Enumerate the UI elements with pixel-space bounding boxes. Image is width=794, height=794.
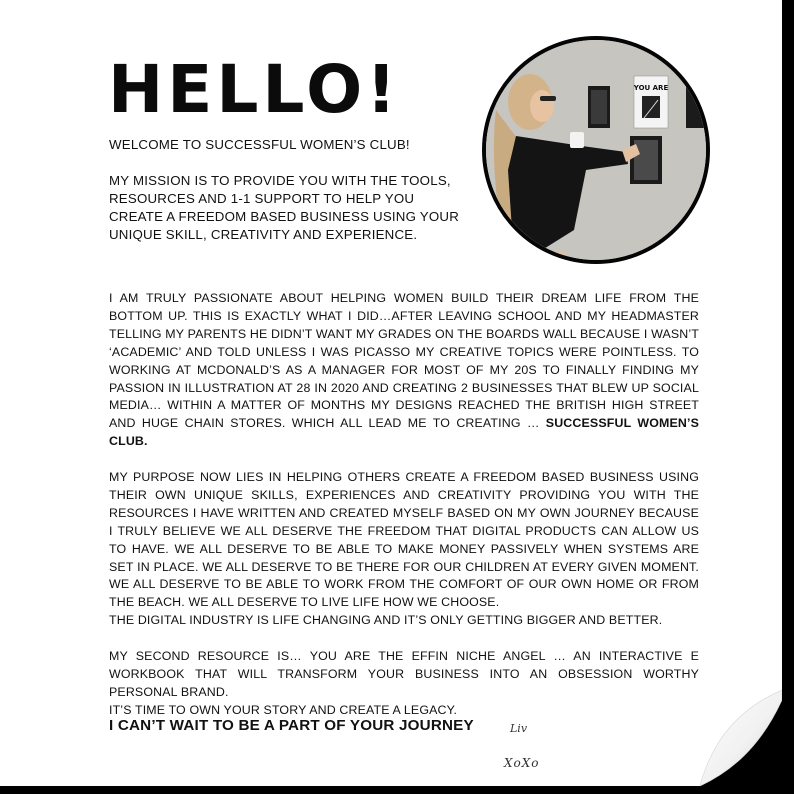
wall-poster [630,136,662,184]
welcome-text: WELCOME TO SUCCESSFUL WOMEN’S CLUB! [109,137,410,152]
mission-text: MY MISSION IS TO PROVIDE YOU WITH THE TOOLS, RESOURCES AND 1-1 SUPPORT TO HELP YOU CREATE A FREEDOM BASED BUSINESS USING YOUR UNIQUE SKILL, CREATIVITY AND EXPERIENCE. [109,173,460,242]
passion-paragraph [109,290,699,451]
intro-block [109,136,459,262]
wall-poster [686,86,706,128]
profile-photo [482,36,710,264]
resource-text: MY SECOND RESOURCE IS… YOU ARE THE EFFIN NICHE ANGEL … AN INTERACTIVE E WORKBOOK THAT WILL TRANSFORM YOUR BUSINESS INTO AN OBSESSION WORTHY PERSONAL BRAND. [109,649,699,699]
poster-label: YOU ARE [633,84,669,92]
digital-text: THE DIGITAL INDUSTRY IS LIFE CHANGING AND IT’S ONLY GETTING BIGGER AND BETTER. [109,613,663,628]
purpose-paragraph [109,469,699,630]
resource-paragraph [109,648,699,720]
purpose-text: MY PURPOSE NOW LIES IN HELPING OTHERS CREATE A FREEDOM BASED BUSINESS USING THEIR OWN UNIQUE SKILLS, EXPERIENCES AND CREATIVITY PROVIDING YOU WITH THE RESOURCES I HAVE WRITTEN AND CREATED MYSELF BASED ON MY OWN JOURNEY BECAUSE I TRULY BELIEVE WE ALL DESERVE THE FREEDOM THAT DIGITAL PRODUCTS CAN ALLOW US TO HAVE. WE ALL DESERVE TO BE ABLE TO MAKE MONEY PASSIVELY WHEN SYSTEMS ARE SET IN PLACE. WE ALL DESERVE TO BE THERE FOR OUR CHILDREN AT EVERY GIVEN MOMENT. WE ALL DESERVE TO BE ABLE TO WORK FROM THE COMFORT OF OUR OWN HOME OR FROM THE BEACH. WE ALL DESERVE TO LIVE LIFE HOW WE CHOOSE. [109,470,699,610]
signature-name: Liv [510,722,528,735]
page-title: HELLO! [108,51,401,128]
passion-text: I AM TRULY PASSIONATE ABOUT HELPING WOMEN BUILD THEIR DREAM LIFE FROM THE BOTTOM UP. THIS IS EXACTLY WHAT I DID…AFTER LEAVING SCHOOL AND MY HEADMASTER TELLING MY PARENTS HE DIDN’T WANT MY GRADES ON THE BOARDS WALL BECAUSE I WASN’T ‘ACADEMIC’ AND TOLD UNLESS I WAS PICASSO MY CREATIVE TOPICS WERE POINTLESS. TO WORKING AT MCDONALD’S AS A MANAGER FOR MOST OF MY 20S TO FINALLY FINDING MY PASSION IN ILLUSTRATION AT 28 IN 2020 AND CREATING 2 BUSINESSES THAT BLEW UP SOCIAL MEDIA… WITHIN A MATTER OF MONTHS MY DESIGNS REACHED THE BRITISH HIGH STREET AND HUGE CHAIN STORES. WHICH ALL LEAD ME TO CREATING … [109,291,699,431]
page-edge-bottom [0,786,794,794]
legacy-text: IT’S TIME TO OWN YOUR STORY AND CREATE A LEGACY. [109,702,458,717]
club-name-bold: SUCCESSFUL WOMEN’S CLUB. [109,416,699,449]
photo-illustration [486,40,706,260]
wall-poster-you-are [633,76,669,128]
wall-poster [588,86,610,128]
body-text [109,290,699,738]
page-edge-right [782,0,794,794]
closing-line: I CAN’T WAIT TO BE A PART OF YOUR JOURNEY [109,717,474,734]
signature-xoxo: XoXo [504,756,540,770]
